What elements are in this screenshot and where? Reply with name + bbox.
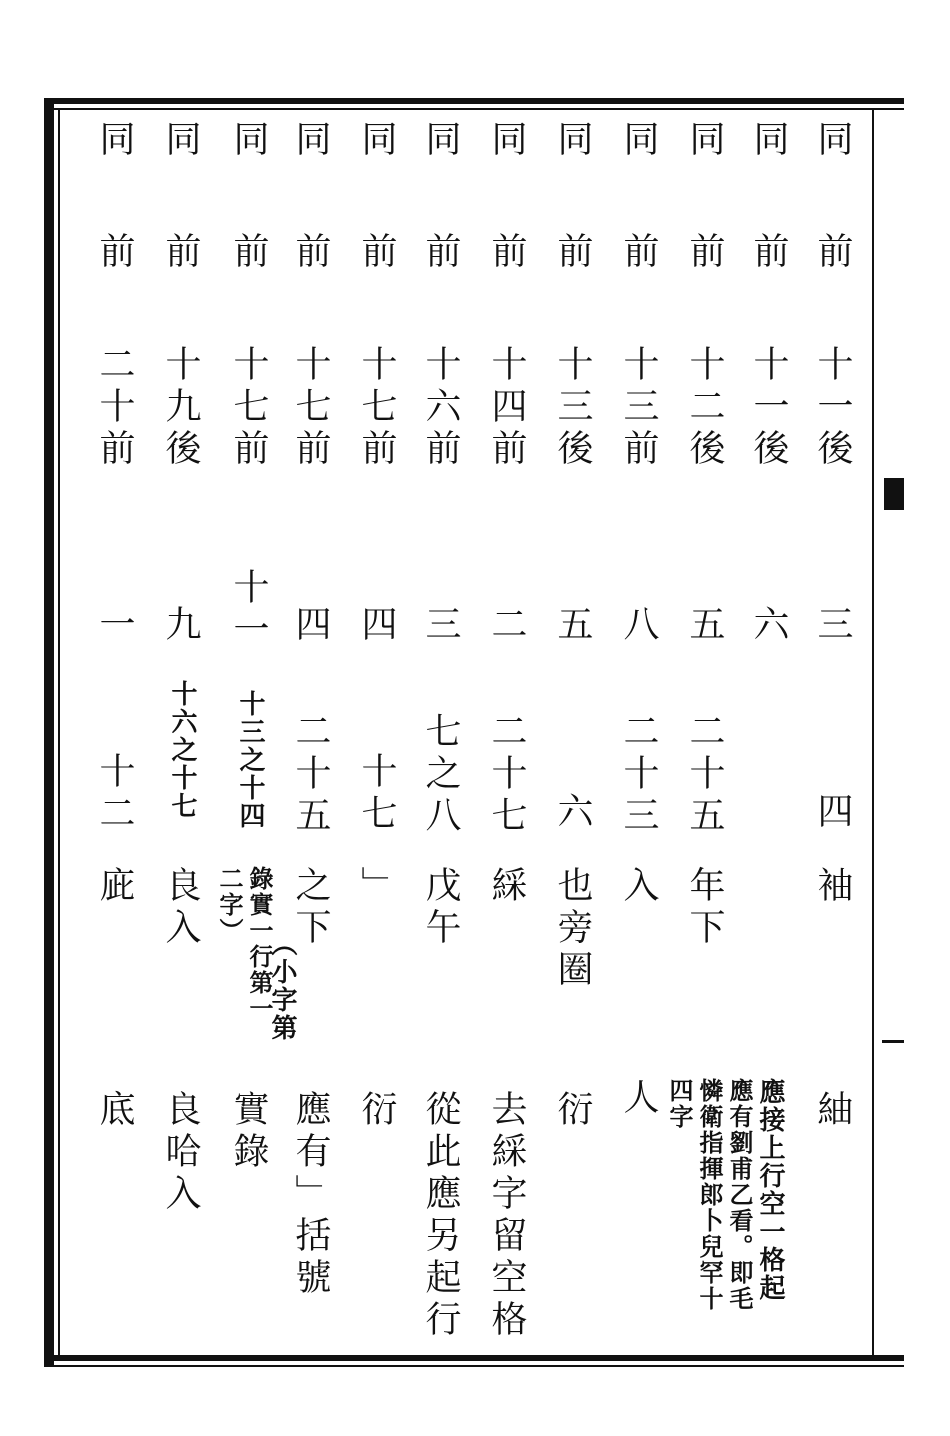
col-8-correction: 衍 bbox=[356, 1090, 397, 1132]
col-11-book: 同 bbox=[160, 120, 201, 162]
col-9-book: 同 bbox=[290, 120, 331, 162]
col-12-line: 一 bbox=[94, 605, 135, 647]
col-5-original: 也旁圈 bbox=[552, 866, 593, 992]
col-1-original: 袖 bbox=[812, 866, 853, 908]
frame-bottom-inner-rule bbox=[52, 1365, 904, 1367]
col-8-ref: 前 bbox=[356, 232, 397, 274]
col-11-correction: 良哈入 bbox=[160, 1090, 201, 1216]
col-1-char: 四 bbox=[812, 792, 853, 834]
col-9-correction: 應有」括號 bbox=[290, 1090, 331, 1300]
col-4-correction: 人 bbox=[618, 1078, 659, 1120]
col-10-note-small: （小字第 bbox=[267, 930, 297, 1042]
col-11-original: 良入 bbox=[160, 866, 201, 950]
col-9-leaf: 十七前 bbox=[290, 345, 331, 471]
col-1-ref: 前 bbox=[812, 232, 853, 274]
col-4-book: 同 bbox=[618, 120, 659, 162]
col-3-leaf: 十二後 bbox=[684, 345, 725, 471]
col-8-original: 」 bbox=[356, 866, 397, 908]
col-12-correction: 底 bbox=[94, 1090, 135, 1132]
col-10-book: 同 bbox=[228, 120, 269, 162]
col-4-char: 二十三 bbox=[618, 712, 659, 838]
col-7-line: 三 bbox=[420, 605, 461, 647]
col-9-ref: 前 bbox=[290, 232, 331, 274]
col-7-correction: 從此應另起行 bbox=[420, 1090, 461, 1342]
col-12-ref: 前 bbox=[94, 232, 135, 274]
frame-right-rule bbox=[872, 110, 874, 1355]
page-edge-mark bbox=[884, 478, 904, 510]
col-7-original: 戊午 bbox=[420, 866, 461, 950]
col-6-correction: 去綵字留空格 bbox=[486, 1090, 527, 1342]
col-12-char: 十二 bbox=[94, 752, 135, 836]
col-9-line: 四 bbox=[290, 605, 331, 647]
col-8-leaf: 十七前 bbox=[356, 345, 397, 471]
col-7-ref: 前 bbox=[420, 232, 461, 274]
frame-top-inner-rule bbox=[52, 108, 904, 110]
col-10-char: 十三之十四 bbox=[235, 690, 265, 830]
col-12-book: 同 bbox=[94, 120, 135, 162]
col-5-line: 五 bbox=[552, 605, 593, 647]
col-10-original: 錄實一行第一 二字） bbox=[215, 866, 274, 1022]
col-5-correction: 衍 bbox=[552, 1090, 593, 1132]
col-6-leaf: 十四前 bbox=[486, 345, 527, 471]
col-3-ref: 前 bbox=[684, 232, 725, 274]
col-2-ref: 前 bbox=[748, 232, 789, 274]
col-6-ref: 前 bbox=[486, 232, 527, 274]
frame-left-inner-rule bbox=[58, 108, 60, 1358]
col-2-line: 六 bbox=[748, 605, 789, 647]
col-11-leaf: 十九後 bbox=[160, 345, 201, 471]
col-12-leaf: 二十前 bbox=[94, 345, 135, 471]
col-5-ref: 前 bbox=[552, 232, 593, 274]
col-3-original: 年下 bbox=[684, 866, 725, 950]
col-3-book: 同 bbox=[684, 120, 725, 162]
col-5-char: 六 bbox=[552, 792, 593, 834]
col-3-char: 二十五 bbox=[684, 712, 725, 838]
col-1-book: 同 bbox=[812, 120, 853, 162]
col-10-line: 十一 bbox=[228, 568, 269, 652]
col-5-book: 同 bbox=[552, 120, 593, 162]
col-2-correction: 應接上行空一格起 bbox=[755, 1078, 785, 1302]
col-10-leaf: 十七前 bbox=[228, 345, 269, 471]
col-4-original: 入 bbox=[618, 866, 659, 908]
frame-top-rule bbox=[52, 98, 904, 104]
frame-bottom-rule bbox=[52, 1355, 904, 1361]
col-4-ref: 前 bbox=[618, 232, 659, 274]
col-7-char: 七之八 bbox=[420, 712, 461, 838]
col-10-correction: 實錄 bbox=[228, 1090, 269, 1174]
col-1-line: 三 bbox=[812, 605, 853, 647]
col-6-book: 同 bbox=[486, 120, 527, 162]
col-3-correction: 應有劉甫乙看。即毛 憐衛指揮郎卜兒罕十 四字 bbox=[665, 1078, 754, 1312]
col-8-book: 同 bbox=[356, 120, 397, 162]
col-4-leaf: 十三前 bbox=[618, 345, 659, 471]
col-6-line: 二 bbox=[486, 605, 527, 647]
col-1-correction: 紬 bbox=[812, 1090, 853, 1132]
col-5-leaf: 十三後 bbox=[552, 345, 593, 471]
col-12-original: 庛 bbox=[94, 866, 135, 908]
col-8-line: 四 bbox=[356, 605, 397, 647]
col-9-original: 之下 bbox=[290, 866, 331, 950]
col-4-line: 八 bbox=[618, 605, 659, 647]
page-edge-dash bbox=[882, 1040, 904, 1043]
col-10-ref: 前 bbox=[228, 232, 269, 274]
col-3-line: 五 bbox=[684, 605, 725, 647]
col-6-original: 綵 bbox=[486, 866, 527, 908]
col-11-line: 九 bbox=[160, 605, 201, 647]
col-2-leaf: 十一後 bbox=[748, 345, 789, 471]
frame-left-rule bbox=[44, 98, 54, 1367]
col-9-char: 二十五 bbox=[290, 712, 331, 838]
col-1-leaf: 十一後 bbox=[812, 345, 853, 471]
col-7-leaf: 十六前 bbox=[420, 345, 461, 471]
col-2-book: 同 bbox=[748, 120, 789, 162]
col-8-char: 十七 bbox=[356, 752, 397, 836]
col-7-book: 同 bbox=[420, 120, 461, 162]
col-11-char: 十六之十七 bbox=[167, 680, 197, 820]
col-6-char: 二十七 bbox=[486, 712, 527, 838]
col-11-ref: 前 bbox=[160, 232, 201, 274]
